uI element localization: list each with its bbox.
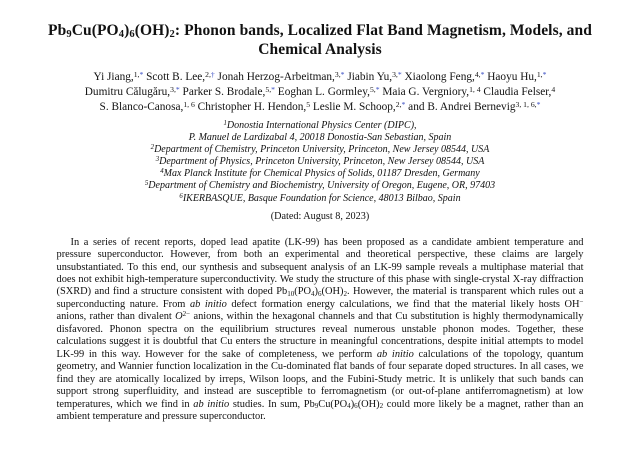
affiliation-line-6: $^6$IKERBASQUE, Basque Foundation for Science, 48013 Bilbao, Spain (179, 192, 461, 204)
affiliation-line-1: $^1$Donostia International Physics Center (DIPC), (223, 119, 417, 131)
affiliation-line-4: $^4$Max Planck Institute for Chemical Physics of Solids, 01187 Dresden, Germany (160, 168, 480, 180)
affiliation-line-2: $^2$Department of Chemistry, Princeton University, Princeton, New Jersey 08544, USA (150, 144, 490, 156)
affiliation-block (0, 120, 640, 205)
author-line-1: Yi Jiang,$^{1,*}$ Scott B. Lee,$^{2,\dagger}$ Jonah Herzog-Arbeitman,$^{3,*}$ Jiabin Yu,$^{3,*}$ Xiaolong Feng,$^{4,*}$ Haoyu Hu,$^{1,*}$ (93, 69, 547, 83)
dated-line: (Dated: August 8, 2023) (270, 210, 370, 222)
affiliation-line-5: $^5$Department of Chemistry and Biochemistry, University of Oregon, Eugene, OR, 97403 (144, 180, 496, 192)
paper-title: $Pb_9Cu(PO_4)_6(OH)_2$: Phonon bands, Localized Flat Band Magnetism, Models, and Chemical Analysis (48, 22, 592, 58)
affiliation-line-1b: P. Manuel de Lardizabal 4, 20018 Donostia-San Sebastian, Spain (188, 132, 452, 144)
affiliation-line-3: $^3$Department of Physics, Princeton University, Princeton, New Jersey 08544, USA (155, 156, 485, 168)
author-block (0, 70, 640, 115)
abstract-paragraph: In a series of recent reports, doped lead apatite (LK-99) has been proposed as a candidate ambient temperature and pressure superconductor. However, from both an experimental and theoretical perspective, these claims are largely unsubstantiated. To this end, our synthesis and subsequent analysis of an LK-99 sample reveals a multiphase material that does not exhibit high-temperature superconductivity. We study the structure of this phase with single-crystal X-ray diffraction (SXRD) and find a structure consistent with doped $Pb_{10}(PO_4)_6(OH)_2$. However, the material is transparent which rules out a superconducting nature. From ab initio defect formation energy calculations, we find that the material likely hosts OH− anions, rather than divalent $O^{2-}$ anions, within the hexagonal channels and that Cu substitution is highly thermodynamically disfavored. Phonon spectra on the equilibrium structures reveal numerous unstable phonon modes. Together, these calculations suggest it is doubtful that Cu enters the structure in meaningful concentrations, despite initial attempts to model LK-99 in this way. However for the sake of completeness, we perform ab initio calculations of the topology, quantum geometry, and Wannier function localization in the Cu-dominated flat bands of four separate doped structures. In all cases, we find they are atomically localized by irreps, Wilson loops, and the Fubini-Study metric. It is unlikely that such bands can support strong superfluidity, and instead are susceptible to ferromagnetism (or out-of-plane antiferromagnetism) at low temperatures, which we find in ab initio studies. In sum, $Pb_9Cu(PO_4)_6(OH)_2$ could more likely be a magnet, rather than an ambient temperature and pressure superconductor. (56, 236, 584, 422)
author-line-2: Dumitru Călugăru,$^{3,*}$ Parker S. Brodale,$^{5,*}$ Eoghan L. Gormley,$^{5,*}$ Maia G. Vergniory,$^{1, 4}$ Claudia Felser,$^4$ (84, 84, 556, 98)
author-line-3: S. Blanco-Canosa,$^{1, 6}$ Christopher H. Hendon,$^5$ Leslie M. Schoop,$^{2,*}$ and B. Andrei Bernevig$^{3, 1, 6,*}$ (99, 99, 541, 113)
